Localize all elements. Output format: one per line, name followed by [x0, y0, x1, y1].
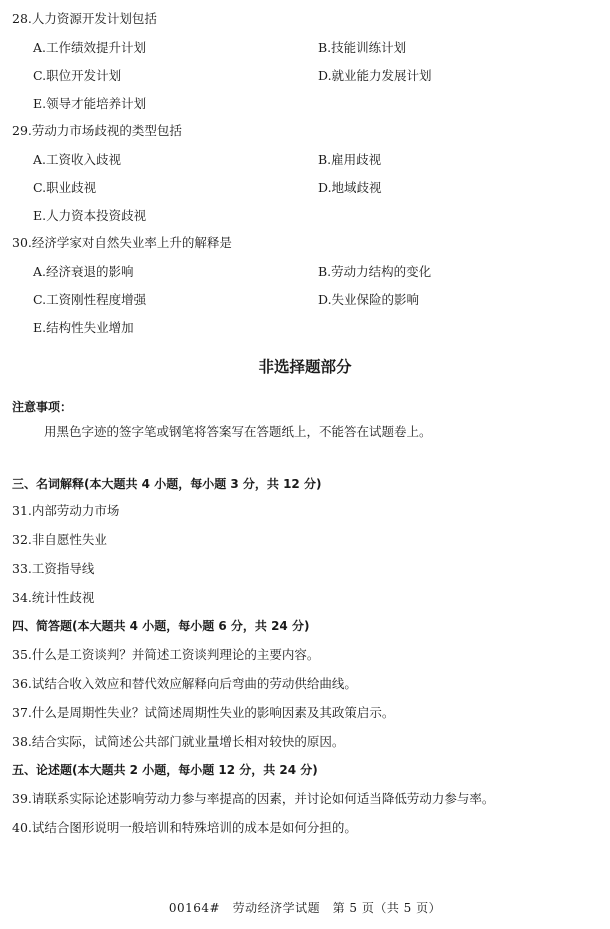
- question-29-option-d: D.地域歧视: [318, 180, 382, 195]
- question-30-stem: 30.经济学家对自然失业率上升的解释是: [12, 235, 232, 250]
- question-33: 33.工资指导线: [12, 561, 95, 576]
- part-title: 非选择题部分: [258, 358, 352, 376]
- notice-body: 用黑色字迹的签字笔或钢笔将答案写在答题纸上，不能答在试题卷上。: [44, 424, 432, 439]
- question-28-option-b: B.技能训练计划: [318, 40, 407, 55]
- page-footer: 00164# 劳动经济学试题 第 5 页（共 5 页）: [168, 901, 442, 915]
- question-30-option-b: B.劳动力结构的变化: [318, 264, 432, 279]
- question-28-option-e: E.领导才能培养计划: [33, 96, 147, 111]
- question-37: 37.什么是周期性失业？试简述周期性失业的影响因素及其政策启示。: [12, 705, 395, 720]
- question-30-option-c: C.工资刚性程度增强: [33, 292, 147, 307]
- question-29-option-a: A.工资收入歧视: [33, 152, 122, 167]
- question-28-option-a: A.工作绩效提升计划: [33, 40, 147, 55]
- question-32: 32.非自愿性失业: [12, 532, 107, 547]
- section-3-title: 三、名词解释(本大题共 4 小题，每小题 3 分，共 12 分): [12, 477, 322, 491]
- section-4-title: 四、简答题(本大题共 4 小题，每小题 6 分，共 24 分): [12, 619, 310, 633]
- question-40: 40.试结合图形说明一般培训和特殊培训的成本是如何分担的。: [12, 820, 357, 835]
- question-29-stem: 29.劳动力市场歧视的类型包括: [12, 123, 182, 138]
- question-38: 38.结合实际，试简述公共部门就业量增长相对较快的原因。: [12, 734, 345, 749]
- notice-title: 注意事项：: [12, 400, 73, 414]
- question-28-option-c: C.职位开发计划: [33, 68, 122, 83]
- question-36: 36.试结合收入效应和替代效应解释向后弯曲的劳动供给曲线。: [12, 676, 357, 691]
- question-30-option-e: E.结构性失业增加: [33, 320, 134, 335]
- question-39: 39.请联系实际论述影响劳动力参与率提高的因素，并讨论如何适当降低劳动力参与率。: [12, 791, 495, 806]
- question-34: 34.统计性歧视: [12, 590, 95, 605]
- question-28-option-d: D.就业能力发展计划: [318, 68, 432, 83]
- question-29-option-e: E.人力资本投资歧视: [33, 208, 147, 223]
- question-29-option-c: C.职业歧视: [33, 180, 97, 195]
- question-35: 35.什么是工资谈判？并简述工资谈判理论的主要内容。: [12, 647, 320, 662]
- question-30-option-d: D.失业保险的影响: [318, 292, 420, 307]
- question-29-option-b: B.雇用歧视: [318, 152, 382, 167]
- question-30-option-a: A.经济衰退的影响: [33, 264, 134, 279]
- question-28-stem: 28.人力资源开发计划包括: [12, 11, 157, 26]
- question-31: 31.内部劳动力市场: [12, 503, 120, 518]
- section-5-title: 五、论述题(本大题共 2 小题，每小题 12 分，共 24 分): [12, 763, 318, 777]
